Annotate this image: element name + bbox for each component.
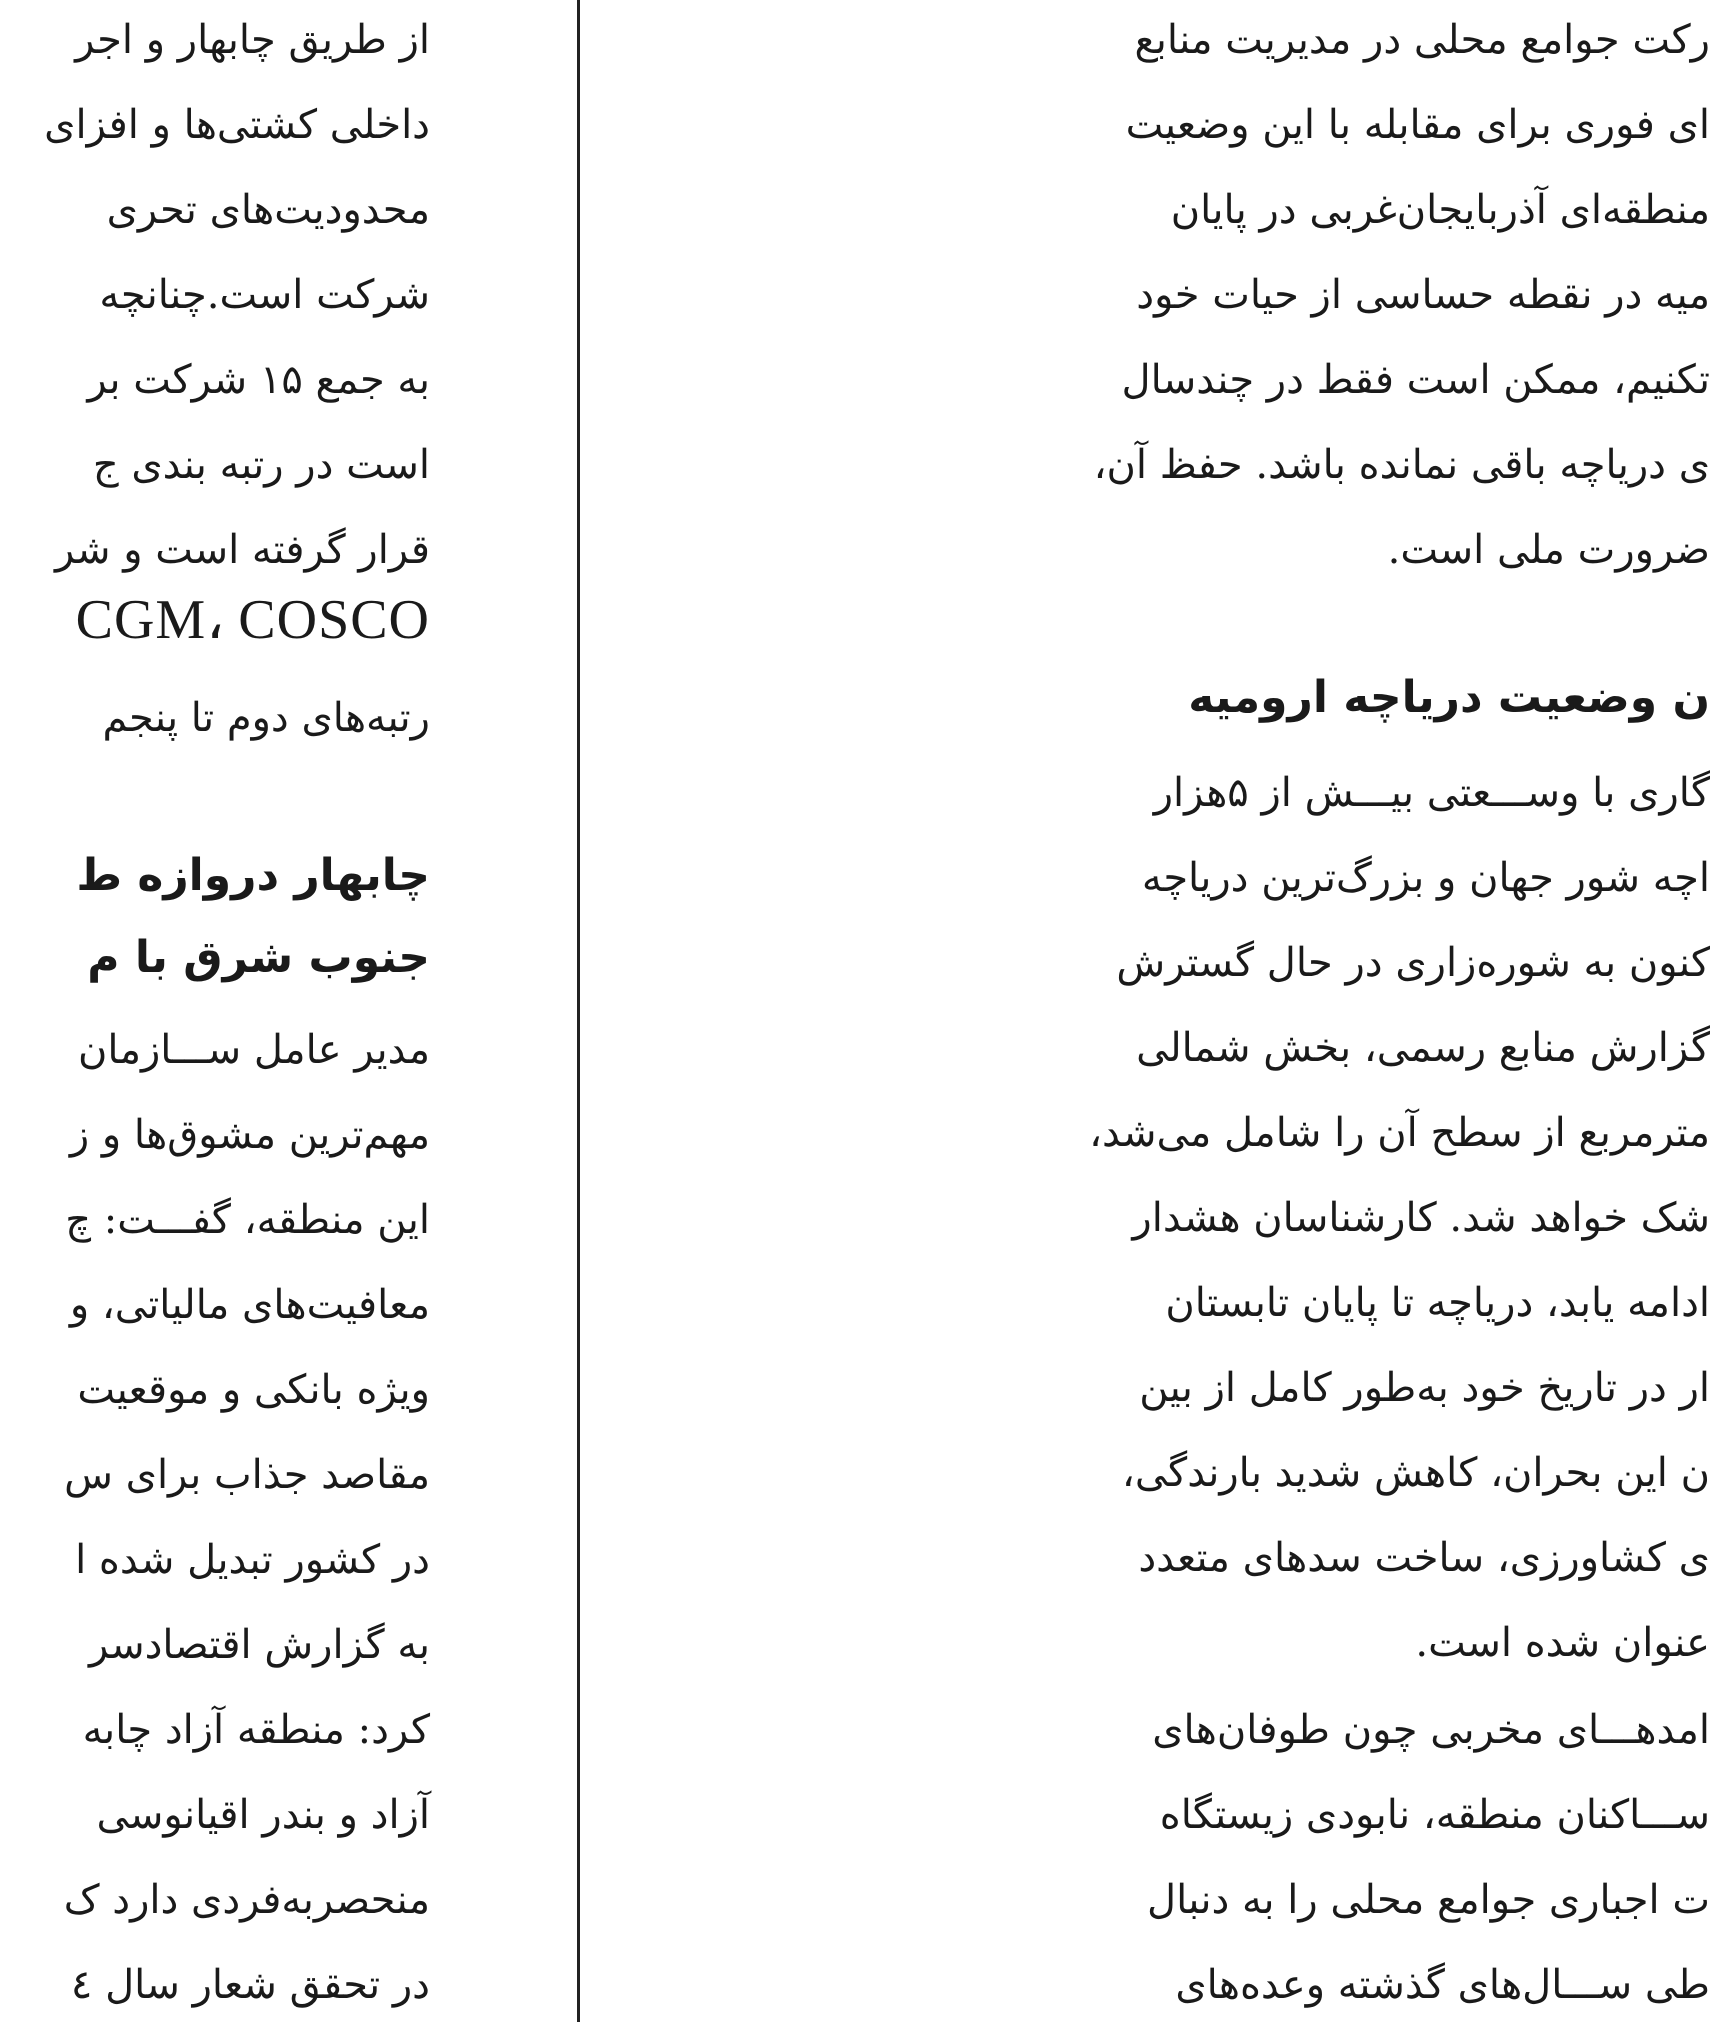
left-para2-line-3: این منطقه، گفـــت: چ [65,1197,430,1243]
left-column [0,0,430,2022]
left-para1-line-7: قرار گرفته است و شر [54,527,430,573]
column-divider [577,0,580,2022]
right-para2-line-8: ار در تاریخ خود به‌طور کامل از بین [1139,1365,1710,1411]
right-para2-line-7: ادامه یابد، دریاچه تا پایان تابستان [1165,1280,1710,1326]
right-column [600,0,1710,2022]
right-para2-line-5: مترمربع از سطح آن را شامل می‌شد، [1089,1110,1710,1156]
left-para2-line-7: در کشور تبدیل شده ا [75,1537,430,1583]
right-para1-line-7: ضرورت ملی است. [1387,527,1710,573]
left-para2-line-12: در تحقق شعار سال ٤ [70,1962,430,2008]
left-para2-line-1: مدیر عامل ســـازمان [78,1027,430,1073]
right-para2-line-1: گاری با وســـعتی بیـــش از ۵هزار [1153,770,1710,816]
left-para1-line-2: داخلی کشتی‌ها و افزای [44,102,430,148]
left-para1-line-3: محدودیت‌های تحری [106,187,430,233]
left-para2-line-11: منحصربه‌فردی دارد ک [63,1877,430,1923]
right-para2-line-4: گزارش منابع رسمی، بخش شمالی [1136,1025,1710,1071]
left-para1-end: رتبه‌های دوم تا پنجم [102,695,430,741]
left-para2-line-6: مقاصد جذاب برای س [64,1452,430,1498]
left-para1-line-5: به جمع ۱۵ شرکت بر [87,357,430,403]
right-heading: ن وضعیت دریاچه ارومیه [1188,672,1710,723]
left-para1-line-1: از طریق چابهار و اجر [75,17,430,63]
left-para1-line-6: است در رتبه بندی ج [92,442,430,488]
right-para2-line-10: ی کشاورزی، ساخت سدهای متعدد [1138,1535,1710,1581]
left-para2-line-10: آزاد و بندر اقیانوسی [96,1792,430,1838]
left-para1-line-4: شرکت است.چنانچه [99,272,430,318]
left-para2-line-2: مهم‌ترین مشوق‌ها و ز [69,1112,430,1158]
left-latin-line: CGM، COSCO [75,589,430,651]
right-para2-line-6: شک خواهد شد. کارشناسان هشدار [1132,1195,1710,1241]
right-para1-line-2: ای فوری برای مقابله با این وضعیت [1125,102,1710,148]
left-para2-line-4: معافیت‌های مالیاتی، و [69,1282,430,1328]
right-para3-line-2: ســـاکنان منطقه، نابودی زیستگاه [1159,1792,1710,1838]
right-para1-line-3: منطقه‌ای آذربایجان‌غربی در پایان [1170,187,1710,233]
right-para3-line-1: امدهـــای مخربی چون طوفان‌های [1152,1707,1710,1753]
right-para3-line-3: ت اجباری جوامع محلی را به دنبال [1147,1877,1710,1923]
right-para1-line-4: میه در نقطه حساسی از حیات خود [1136,272,1710,318]
right-para2-line-3: کنون به شوره‌زاری در حال گسترش [1116,940,1710,986]
left-para2-line-8: به گزارش اقتصادسر [89,1622,430,1668]
right-para1-line-5: تکنیم، ممکن است فقط در چندسال [1121,357,1710,403]
left-para2-line-5: ویژه بانکی و موقعیت [77,1367,430,1413]
right-para1-line-6: ی دریاچه باقی نمانده باشد. حفظ آن، [1093,442,1710,488]
left-heading-line-1: چابهار دروازه ط [76,850,430,901]
right-para2-line-11: عنوان شده است. [1415,1620,1710,1666]
left-para2-line-9: کرد: منطقه آزاد چابه [82,1707,430,1753]
left-heading-line-2: جنوب شرق با م [87,932,430,983]
right-para2-line-9: ن این بحران، کاهش شدید بارندگی، [1121,1450,1710,1496]
right-para3-line-4: طی ســـال‌های گذشته وعده‌های [1175,1962,1710,2008]
right-para1-line-1: رکت جوامع محلی در مدیریت منابع [1134,17,1710,63]
right-para2-line-2: اچه شور جهان و بزرگ‌ترین دریاچه [1141,855,1710,901]
